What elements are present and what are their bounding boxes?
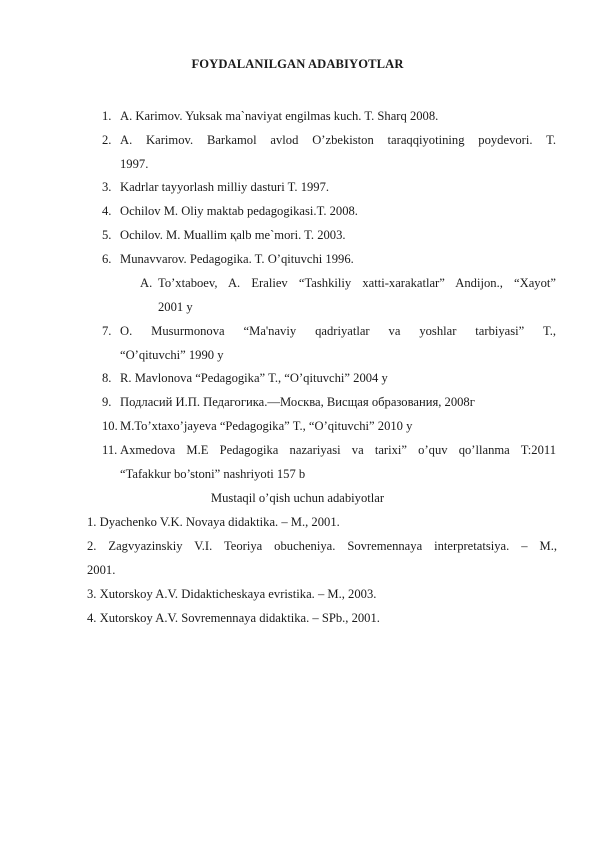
reference-text: Ochilov M. Oliy maktab pedagogikasi.T. 2008. <box>120 204 358 218</box>
reference-text: M.To’xtaxo’jayeva “Pedagogika” T., “O’qituvchi” 2010 y <box>120 419 413 433</box>
reference-number: 5. <box>102 228 112 242</box>
reference-number: 1. <box>102 109 112 123</box>
reference-text: 1997. <box>120 157 149 171</box>
reference-text: “O’qituvchi” 1990 y <box>120 348 224 362</box>
reference-text: To’xtaboev, A. Eraliev “Tashkiliy xatti-xarakatlar” Andijon., “Xayot” <box>158 276 556 290</box>
reference-text: A. Karimov. Barkamol avlod O’zbekiston taraqqiyotining poydevori. T. <box>120 133 556 147</box>
reference-text: 2001 y <box>158 300 193 314</box>
reference-text: Axmedova M.E Pedagogika nazariyasi va tarixi” o’quv qo’llanma T:2011 <box>120 443 556 457</box>
reference-text: R. Mavlonova “Pedagogika” T., “O’qituvchi” 2004 y <box>120 371 388 385</box>
reference-number: A. <box>140 276 153 290</box>
reference-text: Подласий И.П. Педагогика.—Москва, Висщая образования, 2008г <box>120 395 475 409</box>
reference-number: 11. <box>102 443 118 457</box>
bibliography-continuation: 2001. <box>87 563 116 577</box>
page-title: FOYDALANILGAN ADABIYOTLAR <box>191 57 404 71</box>
reference-number: 6. <box>102 252 112 266</box>
bibliography-item: 4. Xutorskoy A.V. Sovremennaya didaktika. – SPb., 2001. <box>87 611 380 625</box>
reference-text: A. Karimov. Yuksak ma`naviyat engilmas kuch. T. Sharq 2008. <box>120 109 439 123</box>
reference-number: 3. <box>102 180 112 194</box>
section-subheading: Mustaqil o’qish uchun adabiyotlar <box>210 491 385 505</box>
reference-number: 8. <box>102 371 112 385</box>
reference-text: “Tafakkur bo’stoni” nashriyoti 157 b <box>120 467 306 481</box>
reference-number: 4. <box>102 204 112 218</box>
reference-text: Kadrlar tayyorlash milliy dasturi T. 1997. <box>120 180 330 194</box>
reference-text: O. Musurmonova “Ma'naviy qadriyatlar va yoshlar tarbiyasi” T., <box>120 324 556 338</box>
reference-number: 7. <box>102 324 112 338</box>
bibliography-item: 1. Dyachenko V.K. Novaya didaktika. – M., 2001. <box>87 515 340 529</box>
reference-number: 9. <box>102 395 112 409</box>
bibliography-item: 3. Xutorskoy A.V. Didakticheskaya evristika. – M., 2003. <box>87 587 377 601</box>
reference-number: 2. <box>102 133 112 147</box>
reference-text: Munavvarov. Pedagogika. T. O’qituvchi 1996. <box>120 252 354 266</box>
bibliography-item: 2. Zagvyazinskiy V.I. Teoriya obucheniya. Sovremennaya interpretatsiya. – M., <box>87 539 557 553</box>
reference-text: Ochilov. M. Muallim қalb me`mori. T. 2003. <box>120 228 346 242</box>
reference-number: 10. <box>102 419 118 433</box>
